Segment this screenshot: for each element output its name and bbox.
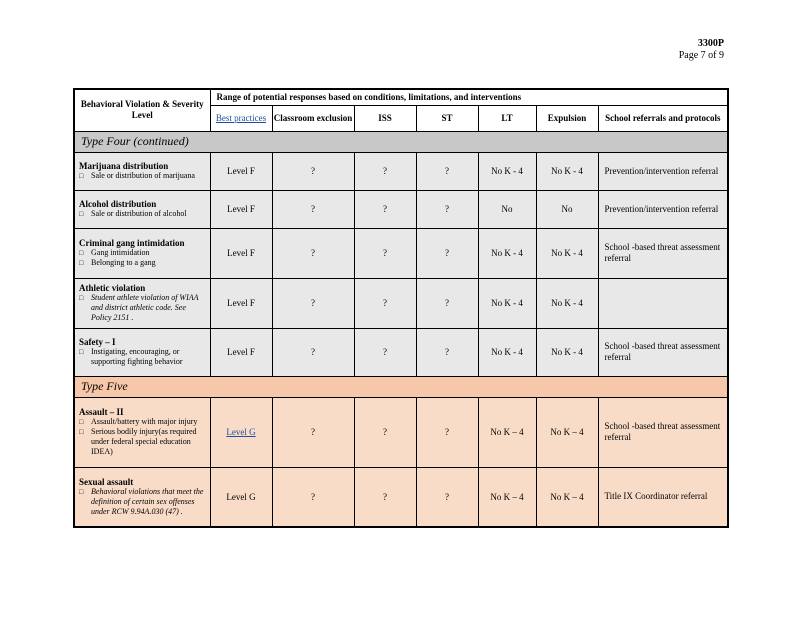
best-practice-cell: Level F (210, 152, 272, 190)
iss-cell: ? (354, 467, 416, 527)
discipline-table (73, 88, 729, 528)
table-row (74, 152, 728, 190)
expulsion-cell: No K - 4 (536, 328, 598, 376)
lt-cell: No (478, 190, 536, 228)
referral-cell (598, 278, 728, 328)
violation-cell (74, 152, 210, 190)
best-practice-cell: Level F (210, 328, 272, 376)
violation-cell (74, 278, 210, 328)
st-cell: ? (416, 467, 478, 527)
violation-item: □ Serious bodily injury(as required under federal special education IDEA) (79, 427, 206, 457)
referral-cell: Title IX Coordinator referral (598, 467, 728, 527)
best-practice-cell: Level G (210, 467, 272, 527)
header-lt: LT (478, 105, 536, 131)
header-expulsion: Expulsion (536, 105, 598, 131)
violation-cell (74, 397, 210, 467)
violation-title: Athletic violation (79, 283, 146, 293)
lt-cell: No K – 4 (478, 397, 536, 467)
best-practice-cell: Level F (210, 190, 272, 228)
classroom-exclusion-cell: ? (272, 397, 354, 467)
table-row (74, 228, 728, 278)
header-behavioral: Behavioral Violation & Severity Level (74, 89, 210, 131)
classroom-exclusion-cell: ? (272, 278, 354, 328)
best-practice-cell: Level F (210, 228, 272, 278)
st-cell: ? (416, 397, 478, 467)
discipline-table-wrap (73, 88, 727, 534)
table-row (74, 190, 728, 228)
section-row (74, 376, 728, 397)
iss-cell: ? (354, 228, 416, 278)
iss-cell: ? (354, 397, 416, 467)
classroom-exclusion-cell: ? (272, 467, 354, 527)
policy-code: 3300P (697, 38, 724, 49)
expulsion-cell: No K – 4 (536, 397, 598, 467)
page-header (679, 38, 724, 62)
section-title: Type Four (continued) (74, 131, 728, 152)
violation-title: Marijuana distribution (79, 161, 169, 171)
violation-title: Assault – II (79, 407, 124, 417)
iss-cell: ? (354, 190, 416, 228)
expulsion-cell: No K - 4 (536, 228, 598, 278)
expulsion-cell: No (536, 190, 598, 228)
violation-title: Safety – I (79, 337, 116, 347)
table-row (74, 467, 728, 527)
section-title: Type Five (74, 376, 728, 397)
classroom-exclusion-cell: ? (272, 152, 354, 190)
header-best-practices-link[interactable]: Best practices (210, 105, 272, 131)
header-referrals: School referrals and protocols (598, 105, 728, 131)
best-practice-link[interactable]: Level G (210, 397, 272, 467)
lt-cell: No K - 4 (478, 152, 536, 190)
violation-cell (74, 467, 210, 527)
best-practice-cell: Level F (210, 278, 272, 328)
st-cell: ? (416, 228, 478, 278)
referral-cell: School -based threat assessment referral (598, 397, 728, 467)
expulsion-cell: No K - 4 (536, 152, 598, 190)
violation-cell (74, 228, 210, 278)
classroom-exclusion-cell: ? (272, 190, 354, 228)
lt-cell: No K - 4 (478, 278, 536, 328)
header-iss: ISS (354, 105, 416, 131)
iss-cell: ? (354, 328, 416, 376)
violation-item: □ Instigating, encouraging, or supporting fighting behavior (79, 347, 206, 367)
header-classroom-exclusion: Classroom exclusion (272, 105, 354, 131)
iss-cell: ? (354, 278, 416, 328)
violation-item: □ Belonging to a gang (79, 258, 206, 268)
referral-cell: School -based threat assessment referral (598, 328, 728, 376)
violation-title: Criminal gang intimidation (79, 238, 185, 248)
section-row (74, 131, 728, 152)
expulsion-cell: No K – 4 (536, 467, 598, 527)
referral-cell: School -based threat assessment referral (598, 228, 728, 278)
table-row (74, 278, 728, 328)
lt-cell: No K - 4 (478, 228, 536, 278)
st-cell: ? (416, 152, 478, 190)
header-range: Range of potential responses based on conditions, limitations, and interventions (210, 89, 728, 105)
violation-cell (74, 328, 210, 376)
lt-cell: No K - 4 (478, 328, 536, 376)
table-row (74, 328, 728, 376)
st-cell: ? (416, 328, 478, 376)
violation-item: □ Sale or distribution of alcohol (79, 209, 206, 219)
violation-cell (74, 190, 210, 228)
st-cell: ? (416, 190, 478, 228)
expulsion-cell: No K - 4 (536, 278, 598, 328)
lt-cell: No K – 4 (478, 467, 536, 527)
violation-item: □ Assault/battery with major injury (79, 417, 206, 427)
page-number: Page 7 of 9 (678, 50, 724, 61)
violation-item: □ Gang intimidation (79, 248, 206, 258)
table-row (74, 397, 728, 467)
classroom-exclusion-cell: ? (272, 328, 354, 376)
violation-title: Sexual assault (79, 476, 134, 487)
referral-cell: Prevention/intervention referral (598, 152, 728, 190)
header-st: ST (416, 105, 478, 131)
violation-title: Alcohol distribution (79, 199, 157, 209)
violation-item: □ Student athlete violation of WIAA and district athletic code. See Policy 2151 . (79, 293, 206, 323)
violation-item: □ Behavioral violations that meet the definition of certain sex offenses under RCW 9.94A.030 (47) . (79, 487, 206, 517)
referral-cell: Prevention/intervention referral (598, 190, 728, 228)
violation-item: □ Sale or distribution of marijuana (79, 171, 206, 181)
classroom-exclusion-cell: ? (272, 228, 354, 278)
st-cell: ? (416, 278, 478, 328)
iss-cell: ? (354, 152, 416, 190)
